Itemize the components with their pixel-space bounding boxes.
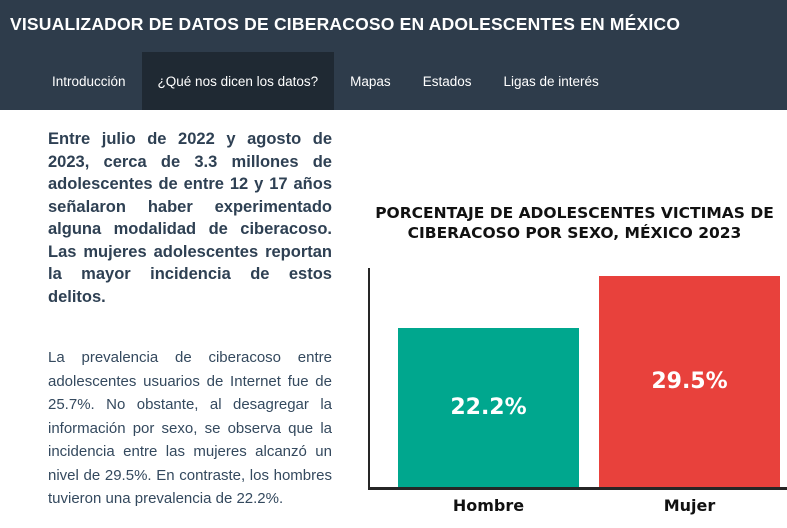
lead-paragraph: Entre julio de 2022 y agosto de 2023, cerca de 3.3 millones de adolescentes de entre 12 y 17 años señalaron haber experimentado alguna modalidad de ciberacoso. Las mujeres adolescentes reportan la mayor incidencia de estos delitos. [48,130,332,306]
site-title: VISUALIZADOR DE DATOS DE CIBERACOSO EN ADOLESCENTES EN MÉXICO [10,14,681,34]
main-nav [0,52,787,110]
bar-value-label: 29.5% [651,369,728,394]
nav-tab-estados[interactable]: Estados [422,73,472,89]
site-header [0,0,787,52]
bar-mujer [599,276,780,487]
bar-value-label: 22.2% [450,395,527,420]
nav-tab-introduccion[interactable]: Introducción [52,73,126,89]
x-tick-label-mujer: Mujer [663,496,716,515]
bar-hombre [398,328,579,487]
x-tick-label-hombre: Hombre [452,496,525,515]
body-paragraph: La prevalencia de ciberacoso entre adolescentes usuarios de Internet fue de 25.7%. No obstante, al desagregar la información por sexo, se observa que la incidencia entre las mujeres alcanzó un nivel de 29.5%. En contraste, los hombres tuvieron una prevalencia de 22.2%. [48,349,332,507]
nav-tab-ligas-de-interes[interactable]: Ligas de interés [503,73,599,89]
chart-title: PORCENTAJE DE ADOLESCENTES VICTIMAS DE CIBERACOSO POR SEXO, MÉXICO 2023 [375,204,774,242]
nav-tab-que-nos-dicen-los-datos[interactable]: ¿Qué nos dicen los datos? [142,52,335,110]
chart-plot-area [368,268,787,515]
nav-tab-mapas[interactable]: Mapas [350,73,391,89]
